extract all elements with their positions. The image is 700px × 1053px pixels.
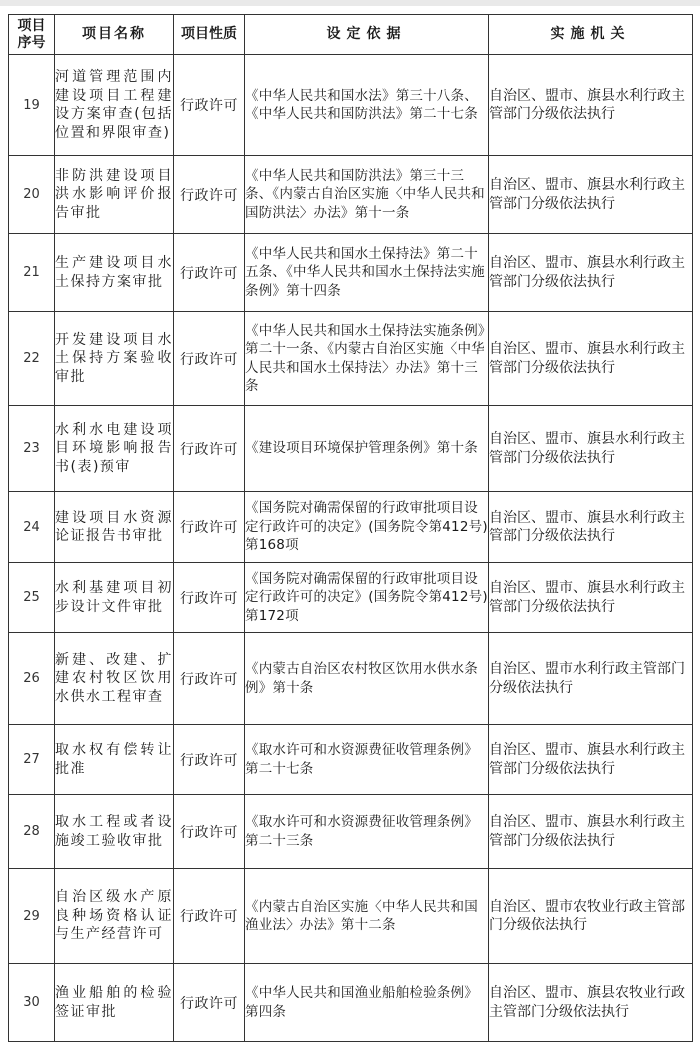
item-type: 行政许可 [174, 406, 245, 492]
row-number: 29 [9, 869, 55, 964]
item-org: 自治区、盟市、旗县水利行政主管部门分级依法执行 [489, 725, 693, 795]
item-basis: 《中华人民共和国防洪法》第三十三条、《内蒙古自治区实施〈中华人民共和国防洪法〉办法》第十一条 [245, 156, 489, 234]
item-type: 行政许可 [174, 869, 245, 964]
header-num [9, 15, 55, 55]
item-org: 自治区、盟市、旗县水利行政主管部门分级依法执行 [489, 312, 693, 406]
item-org: 自治区、盟市农牧业行政主管部门分级依法执行 [489, 869, 693, 964]
item-basis: 《国务院对确需保留的行政审批项目设定行政许可的决定》(国务院令第412号)第168项 [245, 492, 489, 563]
item-basis: 《内蒙古自治区实施〈中华人民共和国渔业法〉办法》第十二条 [245, 869, 489, 964]
item-name: 水利水电建设项目环境影响报告书(表)预审 [55, 406, 174, 492]
row-number: 30 [9, 964, 55, 1042]
item-name: 建设项目水资源论证报告书审批 [55, 492, 174, 563]
table-row [9, 406, 693, 492]
row-number: 27 [9, 725, 55, 795]
table-row [9, 633, 693, 725]
item-org: 自治区、盟市、旗县水利行政主管部门分级依法执行 [489, 55, 693, 156]
table-row [9, 492, 693, 563]
header-basis [245, 15, 489, 55]
row-number: 20 [9, 156, 55, 234]
item-basis: 《建设项目环境保护管理条例》第十条 [245, 406, 489, 492]
header-type [174, 15, 245, 55]
table-row [9, 795, 693, 869]
item-name: 自治区级水产原良种场资格认证与生产经营许可 [55, 869, 174, 964]
page-top-strip [0, 0, 700, 6]
item-name: 取水权有偿转让批准 [55, 725, 174, 795]
item-org: 自治区、盟市、旗县水利行政主管部门分级依法执行 [489, 492, 693, 563]
row-number: 26 [9, 633, 55, 725]
header-num-label: 项目 序号 [17, 17, 46, 51]
administrative-items-table [8, 14, 693, 1042]
table-row [9, 312, 693, 406]
row-number: 24 [9, 492, 55, 563]
table-row [9, 725, 693, 795]
item-basis: 《取水许可和水资源费征收管理条例》第二十七条 [245, 725, 489, 795]
item-basis: 《中华人民共和国水法》第三十八条、《中华人民共和国防洪法》第二十七条 [245, 55, 489, 156]
table-row [9, 156, 693, 234]
item-basis: 《中华人民共和国渔业船舶检验条例》第四条 [245, 964, 489, 1042]
table-row [9, 869, 693, 964]
item-basis: 《国务院对确需保留的行政审批项目设定行政许可的决定》(国务院令第412号)第172项 [245, 563, 489, 633]
table-row [9, 964, 693, 1042]
table-header-row [9, 15, 693, 55]
item-type: 行政许可 [174, 563, 245, 633]
item-name: 河道管理范围内建设项目工程建设方案审查(包括位置和界限审查) [55, 55, 174, 156]
item-type: 行政许可 [174, 55, 245, 156]
item-basis: 《内蒙古自治区农村牧区饮用水供水条例》第十条 [245, 633, 489, 725]
item-name: 取水工程或者设施竣工验收审批 [55, 795, 174, 869]
item-org: 自治区、盟市水利行政主管部门分级依法执行 [489, 633, 693, 725]
item-name: 生产建设项目水土保持方案审批 [55, 234, 174, 312]
item-type: 行政许可 [174, 312, 245, 406]
header-name [55, 15, 174, 55]
item-type: 行政许可 [174, 633, 245, 725]
table-row [9, 563, 693, 633]
item-org: 自治区、盟市、旗县水利行政主管部门分级依法执行 [489, 156, 693, 234]
item-name: 新建、改建、扩建农村牧区饮用水供水工程审查 [55, 633, 174, 725]
row-number: 25 [9, 563, 55, 633]
item-basis: 《中华人民共和国水土保持法》第二十五条、《中华人民共和国水土保持法实施条例》第十四条 [245, 234, 489, 312]
row-number: 22 [9, 312, 55, 406]
item-basis: 《中华人民共和国水土保持法实施条例》第二十一条、《内蒙古自治区实施〈中华人民共和国水土保持法〉办法》第十三条 [245, 312, 489, 406]
item-type: 行政许可 [174, 234, 245, 312]
item-org: 自治区、盟市、旗县农牧业行政主管部门分级依法执行 [489, 964, 693, 1042]
item-org: 自治区、盟市、旗县水利行政主管部门分级依法执行 [489, 234, 693, 312]
header-org [489, 15, 693, 55]
item-type: 行政许可 [174, 492, 245, 563]
table-row [9, 55, 693, 156]
row-number: 21 [9, 234, 55, 312]
item-org: 自治区、盟市、旗县水利行政主管部门分级依法执行 [489, 406, 693, 492]
item-name: 非防洪建设项目洪水影响评价报告审批 [55, 156, 174, 234]
item-type: 行政许可 [174, 725, 245, 795]
header-basis-label: 设定依据 [326, 26, 407, 42]
item-type: 行政许可 [174, 156, 245, 234]
item-name: 开发建设项目水土保持方案验收审批 [55, 312, 174, 406]
item-org: 自治区、盟市、旗县水利行政主管部门分级依法执行 [489, 795, 693, 869]
row-number: 19 [9, 55, 55, 156]
row-number: 28 [9, 795, 55, 869]
table-row [9, 234, 693, 312]
item-name: 渔业船舶的检验签证审批 [55, 964, 174, 1042]
item-basis: 《取水许可和水资源费征收管理条例》第二十三条 [245, 795, 489, 869]
item-org: 自治区、盟市、旗县水利行政主管部门分级依法执行 [489, 563, 693, 633]
header-name-label: 项目名称 [82, 26, 146, 42]
row-number: 23 [9, 406, 55, 492]
header-type-label: 项目性质 [181, 26, 237, 42]
header-org-label: 实施机关 [550, 26, 631, 42]
item-type: 行政许可 [174, 964, 245, 1042]
item-name: 水利基建项目初步设计文件审批 [55, 563, 174, 633]
item-type: 行政许可 [174, 795, 245, 869]
